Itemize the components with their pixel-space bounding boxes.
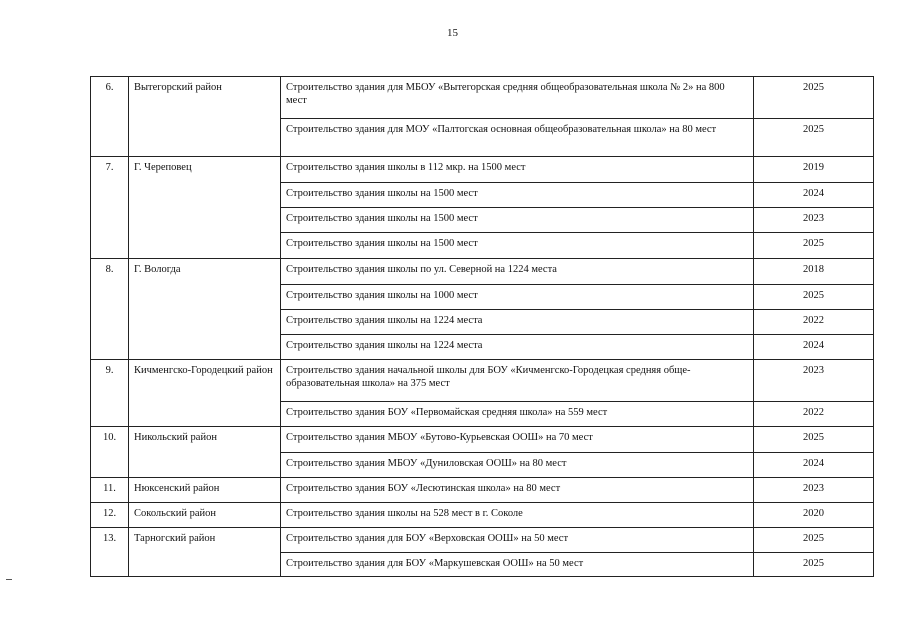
table-row xyxy=(91,77,874,119)
row-number: 7. xyxy=(91,157,129,259)
project-year: 2023 xyxy=(754,360,874,402)
district-name: Сокольский район xyxy=(129,503,281,528)
project-description: Строительство здания школы на 1224 места xyxy=(281,335,754,360)
project-description: Строительство здания школы на 528 мест в г. Соколе xyxy=(281,503,754,528)
project-year: 2025 xyxy=(754,119,874,157)
table-row xyxy=(91,427,874,453)
project-description: Строительство здания МБОУ «Дуниловская ООШ» на 80 мест xyxy=(281,453,754,478)
district-name: Г. Череповец xyxy=(129,157,281,259)
table-body xyxy=(91,77,874,577)
project-description: Строительство здания для БОУ «Маркушевская ООШ» на 50 мест xyxy=(281,553,754,577)
project-description: Строительство здания для МОУ «Палтогская основная общеобразовательная школа» на 80 мест xyxy=(281,119,754,157)
row-number: 12. xyxy=(91,503,129,528)
project-year: 2022 xyxy=(754,310,874,335)
project-year: 2025 xyxy=(754,77,874,119)
row-number: 10. xyxy=(91,427,129,478)
project-description: Строительство здания для БОУ «Верховская ООШ» на 50 мест xyxy=(281,528,754,553)
project-description: Строительство здания школы на 1500 мест xyxy=(281,183,754,208)
project-year: 2024 xyxy=(754,453,874,478)
project-description: Строительство здания БОУ «Первомайская средняя школа» на 559 мест xyxy=(281,402,754,427)
district-name: Нюксенский район xyxy=(129,478,281,503)
project-description: Строительство здания МБОУ «Бутово-Курьевская ООШ» на 70 мест xyxy=(281,427,754,453)
row-number: 9. xyxy=(91,360,129,427)
project-year: 2023 xyxy=(754,478,874,503)
project-year: 2023 xyxy=(754,208,874,233)
project-year: 2024 xyxy=(754,335,874,360)
page-number: 15 xyxy=(447,27,458,39)
project-description: Строительство здания школы на 1500 мест xyxy=(281,208,754,233)
project-description: Строительство здания школы по ул. Северной на 1224 места xyxy=(281,259,754,285)
project-description: Строительство здания школы на 1224 места xyxy=(281,310,754,335)
project-year: 2020 xyxy=(754,503,874,528)
project-description: Строительство здания для МБОУ «Вытегорская средняя общеобразовательная школа № 2» на 800 мест xyxy=(281,77,754,119)
table-row xyxy=(91,528,874,553)
project-year: 2019 xyxy=(754,157,874,183)
table-row xyxy=(91,259,874,285)
project-year: 2025 xyxy=(754,553,874,577)
table-row xyxy=(91,157,874,183)
district-name: Вытегорский район xyxy=(129,77,281,157)
district-name: Кичменгско-Городецкий район xyxy=(129,360,281,427)
schools-table xyxy=(90,76,874,577)
project-description: Строительство здания начальной школы для БОУ «Кичменгско-Городецкая средняя обще-образовательная школа» на 375 мест xyxy=(281,360,754,402)
district-name: Никольский район xyxy=(129,427,281,478)
project-year: 2025 xyxy=(754,427,874,453)
table-row xyxy=(91,503,874,528)
margin-mark xyxy=(6,579,12,580)
table-row xyxy=(91,478,874,503)
project-year: 2024 xyxy=(754,183,874,208)
project-year: 2022 xyxy=(754,402,874,427)
row-number: 6. xyxy=(91,77,129,157)
row-number: 13. xyxy=(91,528,129,577)
project-description: Строительство здания школы на 1500 мест xyxy=(281,233,754,259)
project-year: 2025 xyxy=(754,285,874,310)
project-description: Строительство здания школы в 112 мкр. на 1500 мест xyxy=(281,157,754,183)
project-year: 2025 xyxy=(754,528,874,553)
project-description: Строительство здания школы на 1000 мест xyxy=(281,285,754,310)
district-name: Тарногский район xyxy=(129,528,281,577)
project-year: 2018 xyxy=(754,259,874,285)
row-number: 8. xyxy=(91,259,129,360)
project-description: Строительство здания БОУ «Лесютинская школа» на 80 мест xyxy=(281,478,754,503)
table-row xyxy=(91,360,874,402)
row-number: 11. xyxy=(91,478,129,503)
district-name: Г. Вологда xyxy=(129,259,281,360)
project-year: 2025 xyxy=(754,233,874,259)
